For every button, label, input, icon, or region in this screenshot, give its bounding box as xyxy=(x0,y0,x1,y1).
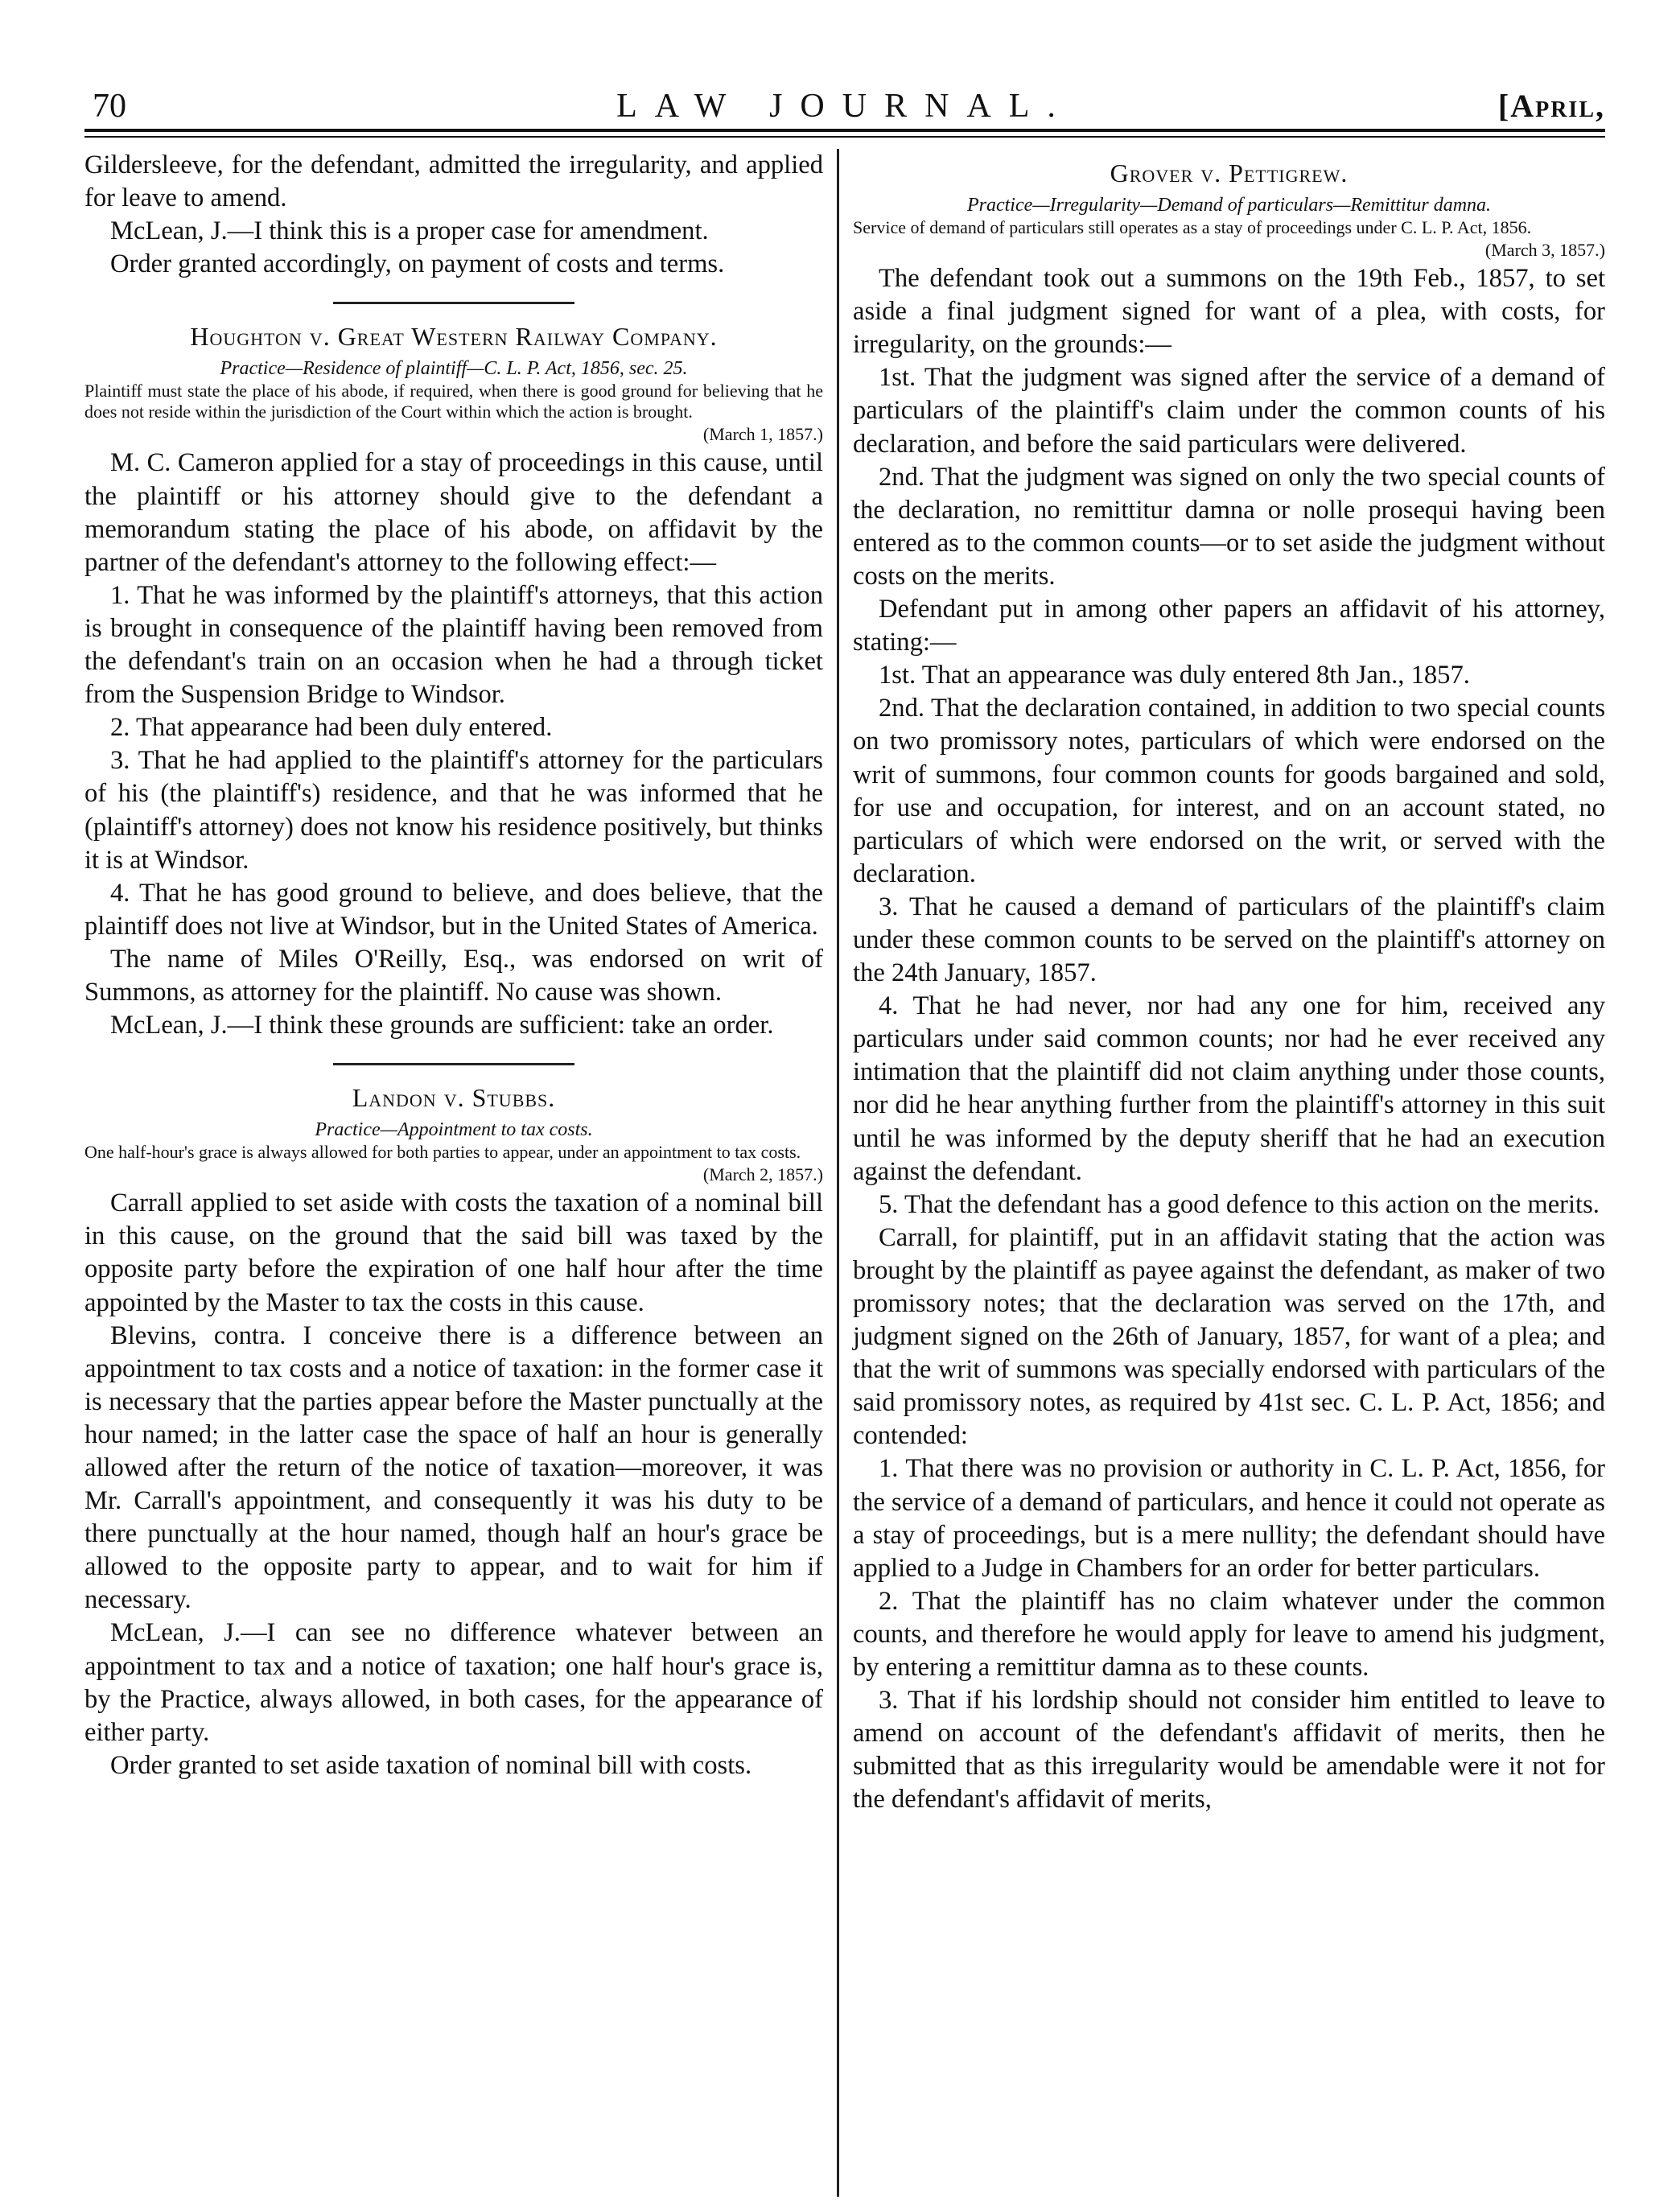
paragraph: 5. That the defendant has a good defence to this action on the merits. xyxy=(879,1189,1600,1219)
paragraph: Carrall applied to set aside with costs the taxation of a nominal bill in this cause, on the ground that the said bill was taxed by the opposite party before the expiration of one half hour after the time appointed by the Master to tax the costs in this cause. xyxy=(84,1188,823,1317)
right-column xyxy=(853,149,1605,1817)
case-title: Houghton v. Great Western Railway Company. xyxy=(190,322,718,352)
case-subtitle: Practice—Irregularity—Demand of particulars—Remittitur damna. xyxy=(966,195,1492,216)
paragraph: 1. That he was informed by the plaintiff's attorneys, that this action is brought in consequence of the plaintiff having been removed from the defendant's train on an occasion when he had a through ticket from the Suspension Bridge to Windsor. xyxy=(84,580,823,710)
case-subtitle: Practice—Appointment to tax costs. xyxy=(315,1119,593,1141)
paragraph: M. C. Cameron applied for a stay of proceedings in this cause, until the plaintiff or his attorney should give to the defendant a memorandum stating the place of his abode, on affidavit by the partner of the defendant's attorney to the following effect:— xyxy=(84,448,823,577)
paragraph: Defendant put in among other papers an affidavit of his attorney, stating:— xyxy=(853,595,1605,657)
paragraph: 2. That appearance had been duly entered. xyxy=(110,713,553,743)
issue-month: [April, xyxy=(1497,88,1605,124)
case-title: Landon v. Stubbs. xyxy=(352,1083,556,1113)
paragraph: McLean, J.—I think this is a proper case for amendment. xyxy=(110,216,709,246)
section-separator xyxy=(333,1063,574,1065)
case-subtitle: Practice—Residence of plaintiff—C. L. P. Act, 1856, sec. 25. xyxy=(220,358,688,380)
paragraph: Order granted to set aside taxation of nominal bill with costs. xyxy=(110,1750,752,1780)
paragraph: 4. That he had never, nor had any one for him, received any particulars under said common counts; nor had he ever received any intimation that the plaintiff did not claim anything under those counts, nor did he hear anything further from the plaintiff's attorney in this suit until he was informed by the deputy sheriff that he had an execution against the defendant. xyxy=(853,991,1605,1186)
paragraph: McLean, J.—I can see no difference whatever between an appointment to tax and a notice of taxation; one half hour's grace is, by the Practice, always allowed, in both cases, for the appearance of either party. xyxy=(84,1618,823,1747)
header-rule-thick xyxy=(84,129,1605,132)
paragraph: 3. That he caused a demand of particulars of the plaintiff's claim under these common counts to be served on the plaintiff's attorney on the 24th January, 1857. xyxy=(853,892,1605,988)
case-date: (March 2, 1857.) xyxy=(702,1164,823,1185)
case-headnote: One half-hour's grace is always allowed for both parties to appear, under an appointment to tax costs. xyxy=(84,1142,801,1163)
header-rule-thin xyxy=(84,136,1605,138)
page-header xyxy=(84,87,1605,135)
paragraph: 1st. That the judgment was signed after the service of a demand of particulars of the plaintiff's claim under the common counts of his declaration, and before the said particulars were delivered. xyxy=(853,363,1605,459)
paragraph: The defendant took out a summons on the 19th Feb., 1857, to set aside a final judgment signed for want of a plea, with costs, for irregularity, on the grounds:— xyxy=(853,264,1605,360)
paragraph: Carrall, for plaintiff, put in an affidavit stating that the action was brought by the plaintiff as payee against the defendant, as maker of two promissory notes; that the declaration was served on the 17th, and judgment signed on the 26th of January, 1857, for want of a plea; and that the writ of summons was specially endorsed with particulars of the said promissory notes, as required by 41st sec. C. L. P. Act, 1856; and contended: xyxy=(853,1222,1605,1451)
case-date: (March 3, 1857.) xyxy=(1484,240,1605,261)
case-headnote: Plaintiff must state the place of his abode, if required, when there is good ground for believing that he does not reside within the jurisdiction of the Court within which the action is brought. xyxy=(84,381,823,422)
paragraph: Order granted accordingly, on payment of costs and terms. xyxy=(110,249,725,279)
paragraph: 3. That he had applied to the plaintiff's attorney for the particulars of his (the plaintiff's) residence, and that he was informed that he (plaintiff's attorney) does not know his residence positively, but thinks it is at Windsor. xyxy=(84,746,823,875)
journal-title: LAW JOURNAL. xyxy=(616,88,1073,125)
case-headnote: Service of demand of particulars still operates as a stay of proceedings under C. L. P. Act, 1856. xyxy=(853,217,1532,238)
paragraph: 3. That if his lordship should not consider him entitled to leave to amend on account of the defendant's affidavit of merits, then he submitted that as this irregularity would be amendable were it not for the defendant's affidavit of merits, xyxy=(853,1686,1605,1815)
paragraph: McLean, J.—I think these grounds are sufficient: take an order. xyxy=(110,1011,774,1040)
paragraph: The name of Miles O'Reilly, Esq., was endorsed on writ of Summons, as attorney for the plaintiff. No cause was shown. xyxy=(84,944,823,1007)
paragraph: 2nd. That the judgment was signed on only the two special counts of the declaration, no remittitur damna or nolle prosequi having been entered as to the common counts—or to set aside the judgment without costs on the merits. xyxy=(853,462,1605,591)
paragraph: 2. That the plaintiff has no claim whatever under the common counts, and therefore he would apply for leave to amend his judgment, by entering a remittitur damna as to these counts. xyxy=(853,1586,1605,1683)
paragraph: 2nd. That the declaration contained, in addition to two special counts on two promissory notes, particulars of which were endorsed on the writ of summons, four common counts for goods bargained and sold, for use and occupation, for interest, and on an account stated, no particulars of which were endorsed on the writ, or served with the declaration. xyxy=(853,694,1605,888)
case-date: (March 1, 1857.) xyxy=(702,424,823,445)
column-divider xyxy=(837,149,839,2197)
section-separator xyxy=(333,302,574,304)
paragraph: 4. That he has good ground to believe, and does believe, that the plaintiff does not live at Windsor, but in the United States of America. xyxy=(84,878,823,941)
left-column xyxy=(84,149,823,1782)
paragraph: 1. That there was no provision or authority in C. L. P. Act, 1856, for the service of a demand of particulars, and hence it could not operate as a stay of proceedings, but is a mere nullity; the defendant should have applied to a Judge in Chambers for an order for better particulars. xyxy=(853,1454,1605,1583)
paragraph: Gildersleeve, for the defendant, admitted the irregularity, and applied for leave to amend. xyxy=(84,150,823,213)
paragraph: Blevins, contra. I conceive there is a difference between an appointment to tax costs and a notice of taxation: in the former case it is necessary that the parties appear before the Master punctually at the hour named; in the latter case the space of half an hour is generally allowed after the return of the notice of taxation—moreover, it was Mr. Carrall's appointment, and consequently it was his duty to be there punctually at the hour named, though half an hour's grace be allowed to the opposite party to appear, and to wait for him if necessary. xyxy=(84,1320,823,1615)
page-number: 70 xyxy=(93,88,126,125)
case-title: Grover v. Pettigrew. xyxy=(1110,159,1349,187)
paragraph: 1st. That an appearance was duly entered 8th Jan., 1857. xyxy=(879,661,1470,690)
